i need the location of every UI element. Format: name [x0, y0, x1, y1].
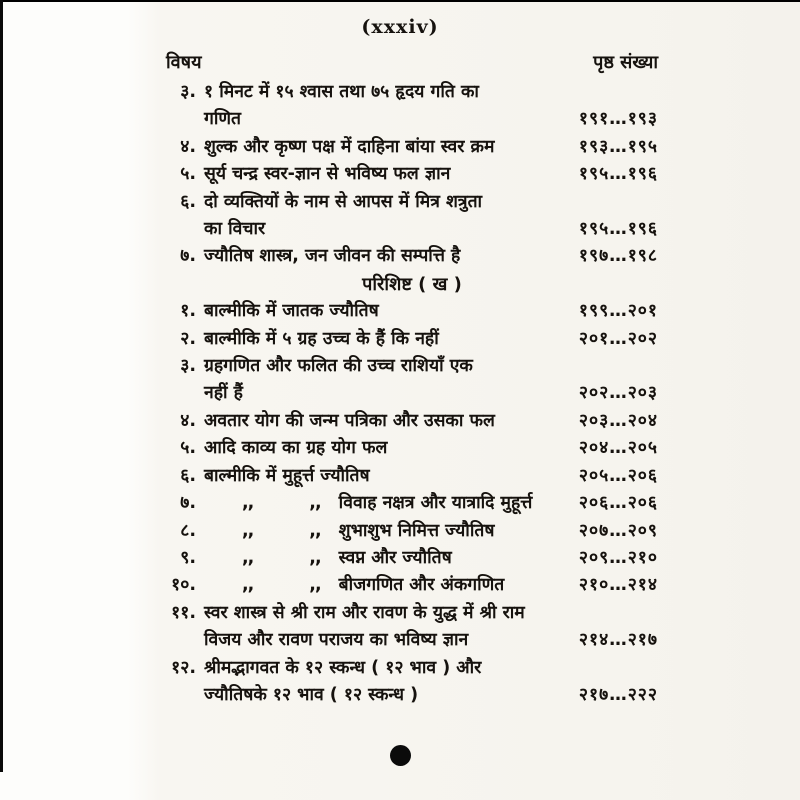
entry-number: ३. [180, 82, 196, 102]
entry-title-line: आदि काव्य का ग्रह योग फल [204, 438, 388, 459]
entry-number: ६. [180, 465, 196, 486]
entry-title-line: नहीं हैं [204, 383, 243, 404]
ditto-mark: ,, [309, 520, 321, 541]
entry-pages: १९५…१९६ [578, 219, 658, 240]
entry-title [204, 243, 567, 270]
entry-pages: २०४…२०५ [578, 438, 658, 459]
entry-pages: १९५…१९६ [578, 164, 658, 185]
entry-title-line: गणित [204, 109, 242, 130]
ditto-mark: ,, [309, 575, 321, 596]
folio-number: (xxxiv) [361, 16, 439, 38]
entry-title-line: बाल्मीकि में मुहूर्त्त ज्यौतिष [204, 465, 370, 486]
subject-column-header: विषय [166, 52, 202, 73]
toc-entry [166, 243, 658, 270]
ditto-mark: ,, [242, 575, 254, 596]
column-headers [166, 49, 658, 76]
entry-number: ४. [180, 410, 196, 431]
entry-title-line: श्रीमद्भागवत के १२ स्कन्ध ( १२ भाव ) और [204, 657, 482, 678]
toc-entry [166, 545, 658, 572]
toc-entry [166, 600, 658, 655]
entry-number: २. [180, 328, 196, 349]
entry-pages: २१७…२२२ [578, 684, 658, 705]
entry-pages: २०७…२०९ [578, 520, 658, 541]
entry-title [204, 134, 567, 161]
entry-title-line: दो व्यक्तियों के नाम से आपस में मित्र शत्रुता [204, 191, 483, 212]
entry-title-line: अवतार योग की जन्म पत्रिका और उसका फल [204, 410, 495, 431]
entry-title-line: शुल्क और कृष्ण पक्ष में दाहिना बांया स्वर क्रम [204, 136, 495, 157]
entry-number: १२. [171, 657, 196, 678]
toc-entry [166, 79, 658, 134]
ditto-mark: ,, [309, 547, 321, 568]
entry-pages: १९१…१९३ [578, 109, 658, 130]
section-heading: परिशिष्ट ( ख ) [362, 273, 462, 295]
entry-number: ४. [180, 136, 196, 157]
entry-title [204, 518, 567, 545]
entry-number: ६. [180, 191, 196, 212]
entry-pages: २०३…२०४ [578, 410, 658, 431]
toc-content [166, 49, 658, 709]
entry-title-line: ,, ,, बीजगणित और अंकगणित [204, 572, 567, 599]
entry-title [204, 655, 567, 710]
entry-number: ९. [180, 547, 196, 568]
entry-title-line: विजय और रावण पराजय का भविष्य ज्ञान [204, 630, 469, 651]
entry-title [204, 490, 567, 517]
toc-entry [166, 134, 658, 161]
entry-title [204, 161, 567, 188]
entry-pages: २०६…२०६ [578, 493, 658, 514]
toc-entry [166, 353, 658, 408]
entry-title-line: ,, ,, विवाह नक्षत्र और यात्रादि मुहूर्त्त [204, 490, 567, 517]
entry-title [204, 463, 567, 490]
entry-title-line: ग्रहगणित और फलित की उच्च राशियाँ एक [204, 356, 473, 377]
toc-entry [166, 435, 658, 462]
entry-title-line: ज्यौतिषके १२ भाव ( १२ स्कन्ध ) [204, 684, 419, 705]
entry-number: ३. [180, 356, 196, 377]
entry-pages: २१०…२१४ [578, 575, 658, 596]
entry-title-line: ,, ,, स्वप्न और ज्यौतिष [204, 545, 567, 572]
entry-pages: १९७…१९८ [578, 246, 658, 267]
toc-entry [166, 518, 658, 545]
entry-number: ७. [180, 246, 196, 267]
entry-number: ११. [171, 602, 196, 623]
toc-entry [166, 655, 658, 710]
scan-left-edge [0, 0, 3, 772]
entry-number: ८. [180, 520, 196, 541]
toc-body [166, 79, 658, 709]
entry-title [204, 572, 567, 599]
entry-title [204, 435, 567, 462]
entry-title-line: ज्यौतिष शास्त्र, जन जीवन की सम्पत्ति है [204, 246, 461, 267]
entry-title-line: का विचार [204, 219, 266, 240]
ditto-mark: ,, [242, 493, 254, 514]
entry-number: १. [180, 301, 196, 322]
entry-title [204, 79, 567, 134]
entry-title-line: बाल्मीकि में जातक ज्यौतिष [204, 301, 379, 322]
entry-title [204, 298, 567, 325]
entry-number: ७. [180, 493, 196, 514]
entry-title-line: सूर्य चन्द्र स्वर-ज्ञान से भविष्य फल ज्ञान [204, 164, 451, 185]
entry-pages: २०२…२०३ [578, 383, 658, 404]
page-number-column-header: पृष्ठ संख्या [593, 52, 658, 73]
toc-entry [166, 298, 658, 325]
entry-title [204, 408, 567, 435]
toc-entry [166, 463, 658, 490]
entry-title [204, 326, 567, 353]
entry-pages: २१४…२१७ [578, 630, 658, 651]
entry-title-line: बाल्मीकि में ५ ग्रह उच्च के हैं कि नहीं [204, 328, 439, 349]
entry-title-line: स्वर शास्त्र से श्री राम और रावण के युद्ध में श्री राम [204, 602, 525, 623]
toc-entry [166, 326, 658, 353]
entry-pages: १९३…१९५ [578, 136, 658, 157]
entry-title [204, 600, 567, 655]
toc-entry [166, 408, 658, 435]
ditto-mark: ,, [242, 520, 254, 541]
entry-pages: २०५…२०६ [578, 465, 658, 486]
entry-number: १०. [171, 575, 196, 596]
ditto-mark: ,, [242, 547, 254, 568]
entry-title [204, 353, 567, 408]
entry-title [204, 545, 567, 572]
ditto-mark: ,, [309, 493, 321, 514]
entry-title-line: ,, ,, शुभाशुभ निमित्त ज्यौतिष [204, 518, 567, 545]
toc-entry [166, 490, 658, 517]
entry-number: ५. [180, 164, 196, 185]
entry-pages: १९९…२०१ [578, 301, 658, 322]
toc-entry [166, 161, 658, 188]
scan-top-edge [0, 0, 800, 2]
entry-title-line: १ मिनट में १५ श्वास तथा ७५ हृदय गति का [204, 82, 479, 102]
entry-title [204, 189, 567, 244]
bottom-ornament-dot [390, 745, 411, 766]
toc-entry [166, 572, 658, 599]
entry-pages: २०१…२०२ [578, 328, 658, 349]
entry-number: ५. [180, 438, 196, 459]
entry-pages: २०९…२१० [578, 547, 658, 568]
toc-entry [166, 189, 658, 244]
